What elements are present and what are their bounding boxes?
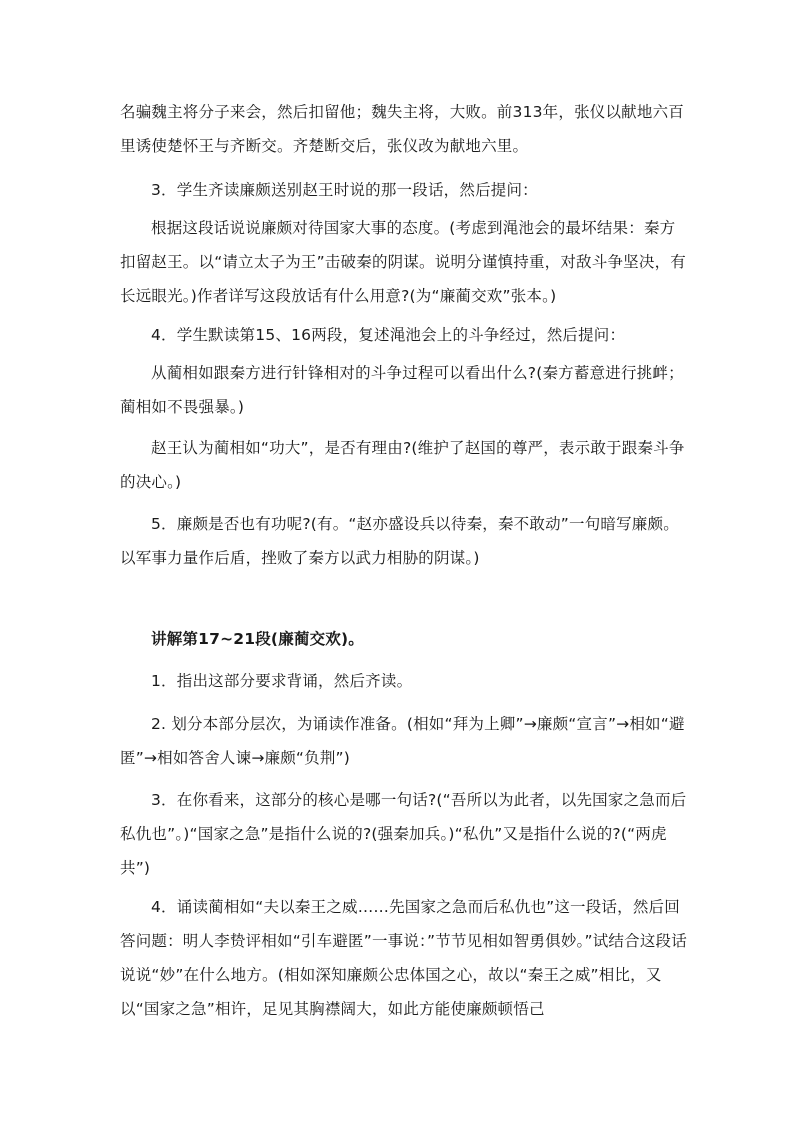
paragraph-5: 从蔺相如跟秦方进行针锋相对的斗争过程可以看出什么?(秦方蓄意进行挑衅；蔺相如不畏强暴。) bbox=[120, 364, 684, 416]
paragraph-2: 3．学生齐读廉颇送别赵王时说的那一段话，然后提问： bbox=[151, 181, 538, 199]
paragraph-3: 根据这段话说说廉颇对待国家大事的态度。(考虑到渑池会的最坏结果：秦方扣留赵王。以“请立太子为王”击破秦的阴谋。说明分谨慎持重，对敌斗争坚决，有长远眼光。)作者详写这段放话有什么用意?(为“廉蔺交欢”张本。) bbox=[120, 219, 686, 305]
paragraph-9: 2. 划分本部分层次，为诵读作准备。(相如“拜为上卿”→廉颇“宣言”→相如“避匿”→相如答舍人谏→廉颇“负荆”) bbox=[120, 715, 685, 767]
paragraph-8: 1．指出这部分要求背诵，然后齐读。 bbox=[151, 672, 413, 690]
paragraph-6: 赵王认为蔺相如“功大”，是否有理由?(维护了赵国的尊严，表示敢于跟秦斗争的决心。) bbox=[120, 439, 685, 491]
section-heading: 讲解第17~21段(廉蔺交欢)。 bbox=[151, 630, 364, 648]
paragraph-10: 3．在你看来，这部分的核心是哪一句话?(“吾所以为此者，以先国家之急而后私仇也”。)“国家之急”是指什么说的?(强秦加兵。)“私仇”又是指什么说的?(“两虎共”) bbox=[120, 791, 687, 877]
paragraph-11: 4．诵读蔺相如“夫以秦王之威……先国家之急而后私仇也”这一段话，然后回答问题：明人李贽评相如“引车避匿”一事说：”节节见相如智勇俱妙。”试结合这段话说说“妙”在什么地方。(相如深知廉颇公忠体国之心，故以“秦王之威”相比，又以“国家之急”相许，足见其胸襟阔大，如此方能使廉颇顿悟己 bbox=[120, 898, 687, 1018]
paragraph-7: 5．廉颇是否也有功呢?(有。“赵亦盛设兵以待秦，秦不敢动”一句暗写廉颇。以军事力量作后盾，挫败了秦方以武力相胁的阴谋。) bbox=[120, 515, 679, 567]
paragraph-4: 4．学生默读第15、16两段，复述渑池会上的斗争经过，然后提问： bbox=[151, 326, 626, 344]
paragraph-1: 名骗魏主将分子来会，然后扣留他；魏失主将，大败。前313年，张仪以献地六百里诱使楚怀王与齐断交。齐楚断交后，张仪改为献地六里。 bbox=[120, 103, 684, 155]
